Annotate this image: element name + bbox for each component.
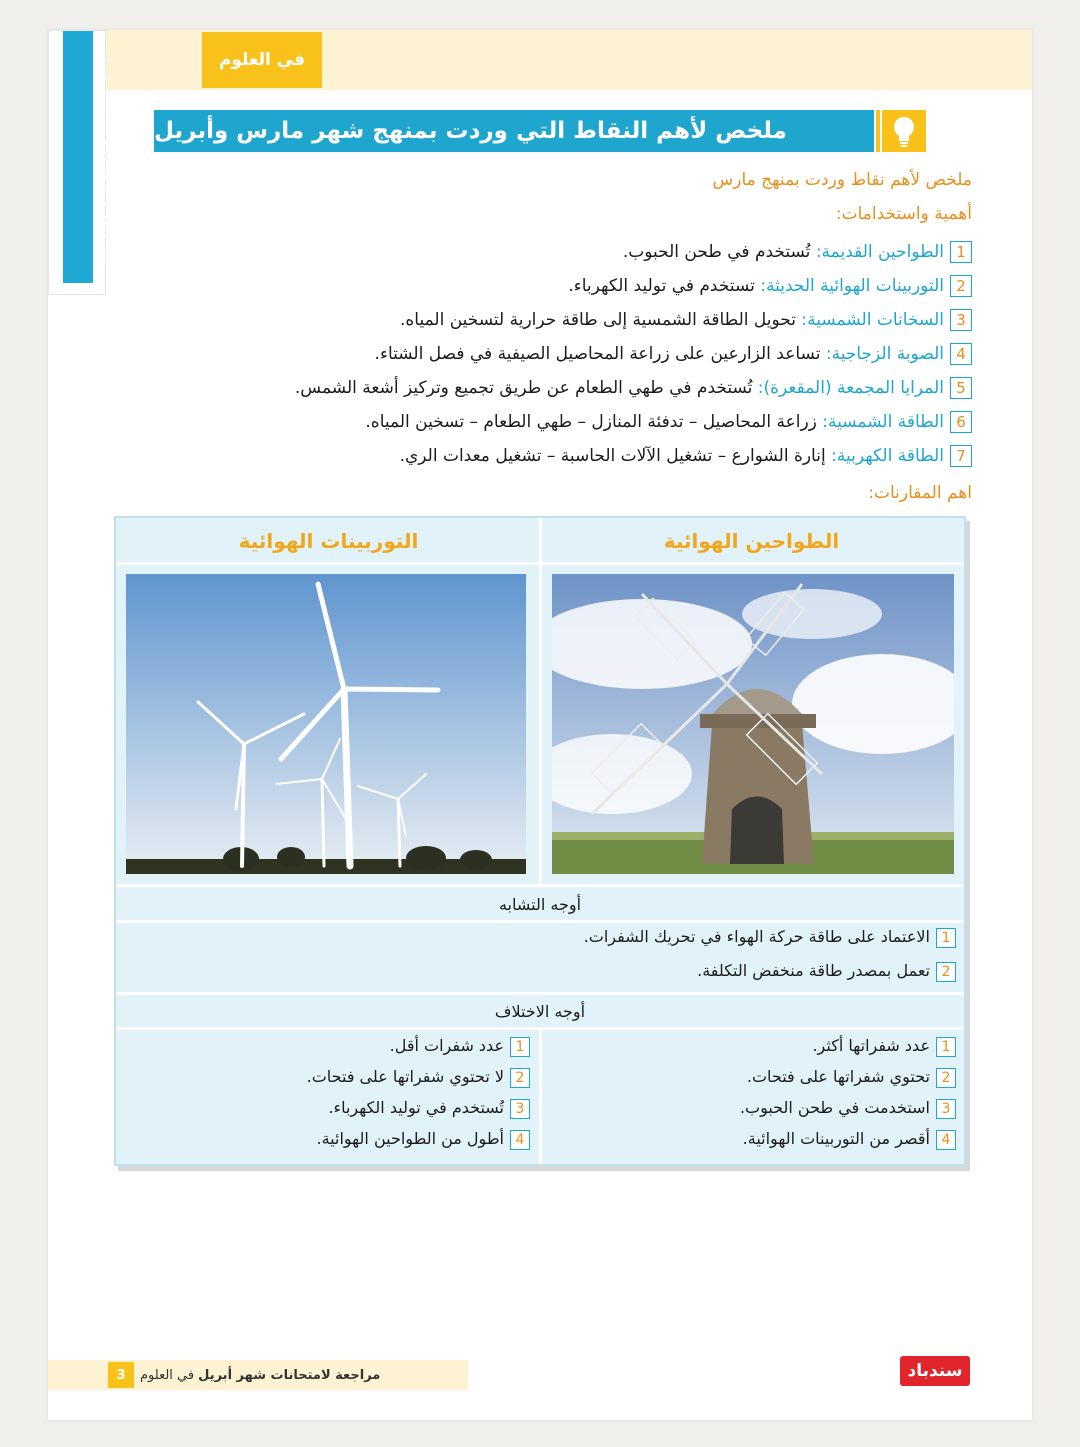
item-text: إنارة الشوارع – تشغيل الآلات الحاسبة – تشغيل معدات الري.: [399, 446, 832, 466]
item-text: لا تحتوي شفراتها على فتحات.: [306, 1067, 504, 1086]
item-number: 5: [950, 377, 972, 399]
item-number: 1: [936, 928, 956, 948]
item-text: تُستخدم في طهي الطعام عن طريق تجميع وتركيز أشعة الشمس.: [294, 378, 758, 398]
item-text: تعمل بمصدر طاقة منخفض التكلفة.: [697, 961, 930, 980]
intro-line: [92, 170, 972, 190]
item-number: 1: [936, 1037, 956, 1057]
comparisons-heading-line: [92, 483, 972, 503]
item-text: أطول من الطواحين الهوائية.: [316, 1129, 504, 1148]
document-page: [48, 30, 1032, 1420]
item-text: أقصر من التوربينات الهوائية.: [742, 1129, 930, 1148]
difference-item: [747, 1067, 956, 1088]
page-number: 3: [108, 1362, 134, 1388]
item-text: عدد شفراتها أكثر.: [812, 1036, 930, 1055]
item-term: المرايا المجمعة (المقعرة):: [757, 378, 944, 398]
item-text: تساعد الزارعين على زراعة المحاصيل الصيفية في فصل الشتاء.: [374, 344, 826, 364]
footer-text-rest: في العلوم: [140, 1367, 195, 1383]
row-divider: [116, 562, 964, 565]
item-number: 3: [936, 1099, 956, 1119]
difference-item: [812, 1036, 956, 1057]
item-number: 4: [950, 343, 972, 365]
column-header-turbines: التوربينات الهوائية: [238, 529, 419, 553]
item-text: تحتوي شفراتها على فتحات.: [746, 1067, 930, 1086]
side-strip-band: [63, 31, 115, 283]
item-text: الاعتماد على طاقة حركة الهواء في تحريك الشفرات.: [583, 927, 930, 946]
item-term: التوربينات الهوائية الحديثة:: [760, 276, 944, 296]
difference-item: [390, 1036, 530, 1057]
footer-text-bold: مراجعة لامتحانات شهر أبريل: [198, 1367, 381, 1383]
header-band: [106, 30, 1032, 90]
row-divider: [116, 884, 964, 887]
uses-list: [92, 235, 972, 473]
list-item: [92, 439, 972, 473]
similarity-item: [697, 961, 956, 982]
list-item: [92, 371, 972, 405]
subject-tag: في العلوم: [202, 32, 322, 88]
row-divider: [116, 920, 964, 923]
list-item: [92, 303, 972, 337]
item-number: 6: [950, 411, 972, 433]
item-text: تستخدم في توليد الكهرباء.: [568, 276, 761, 296]
page-title: ملخص لأهم النقاط التي وردت بمنهج شهر مارس وأبريل: [154, 110, 874, 152]
title-separator: [876, 110, 880, 152]
list-item: [92, 405, 972, 439]
item-number: 2: [936, 962, 956, 982]
item-text: استخدمت في طحن الحبوب.: [739, 1098, 930, 1117]
column-divider: [539, 518, 542, 886]
lightbulb-icon: [882, 110, 926, 152]
item-term: السخانات الشمسية:: [801, 310, 944, 330]
side-caption: مراجعة لامتحانات شهر أبريل: [98, 52, 114, 207]
differences-label: أوجه الاختلاف: [494, 1001, 586, 1021]
brand-logo: سندباد: [900, 1356, 970, 1386]
column-divider: [539, 1028, 542, 1164]
item-number: 2: [936, 1068, 956, 1088]
side-brand: سندباد: [97, 212, 115, 262]
uses-heading-line: [92, 204, 972, 224]
list-item: [92, 337, 972, 371]
intro-heading: ملخص لأهم نقاط وردت بمنهج مارس: [712, 170, 972, 190]
footer-text: [140, 1362, 380, 1388]
item-term: الطاقة الكهربية:: [831, 446, 944, 466]
comparison-table: [114, 516, 966, 1166]
similarity-item: [584, 927, 956, 948]
difference-item: [743, 1129, 956, 1150]
similarities-label: أوجه التشابه: [498, 894, 582, 914]
item-number: 4: [936, 1130, 956, 1150]
difference-item: [317, 1129, 530, 1150]
windmill-photo: [552, 574, 954, 874]
item-text: زراعة المحاصيل – تدفئة المنازل – طهي الطعام – تسخين المياه.: [365, 412, 823, 432]
difference-item: [740, 1098, 956, 1119]
turbines-photo: [126, 574, 526, 874]
item-term: الطواحين القديمة:: [815, 242, 944, 262]
item-term: الطاقة الشمسية:: [822, 412, 944, 432]
column-header-windmills: الطواحين الهوائية: [663, 529, 840, 553]
list-item: [92, 235, 972, 269]
difference-item: [307, 1067, 530, 1088]
item-number: 3: [950, 309, 972, 331]
uses-heading: أهمية واستخدامات:: [835, 204, 972, 224]
list-item: [92, 269, 972, 303]
item-number: 4: [510, 1130, 530, 1150]
item-text: تحويل الطاقة الشمسية إلى طاقة حرارية لتسخين المياه.: [399, 310, 802, 330]
difference-item: [328, 1098, 530, 1119]
item-text: تُستخدم في طحن الحبوب.: [622, 242, 816, 262]
item-number: 1: [510, 1037, 530, 1057]
item-number: 7: [950, 445, 972, 467]
item-number: 2: [510, 1068, 530, 1088]
item-text: عدد شفرات أقل.: [389, 1036, 504, 1055]
item-number: 1: [950, 241, 972, 263]
item-number: 3: [510, 1099, 530, 1119]
item-text: تُستخدم في توليد الكهرباء.: [328, 1098, 504, 1117]
item-number: 2: [950, 275, 972, 297]
comparisons-heading: اهم المقارنات:: [868, 483, 972, 503]
item-term: الصوبة الزجاجية:: [825, 344, 944, 364]
